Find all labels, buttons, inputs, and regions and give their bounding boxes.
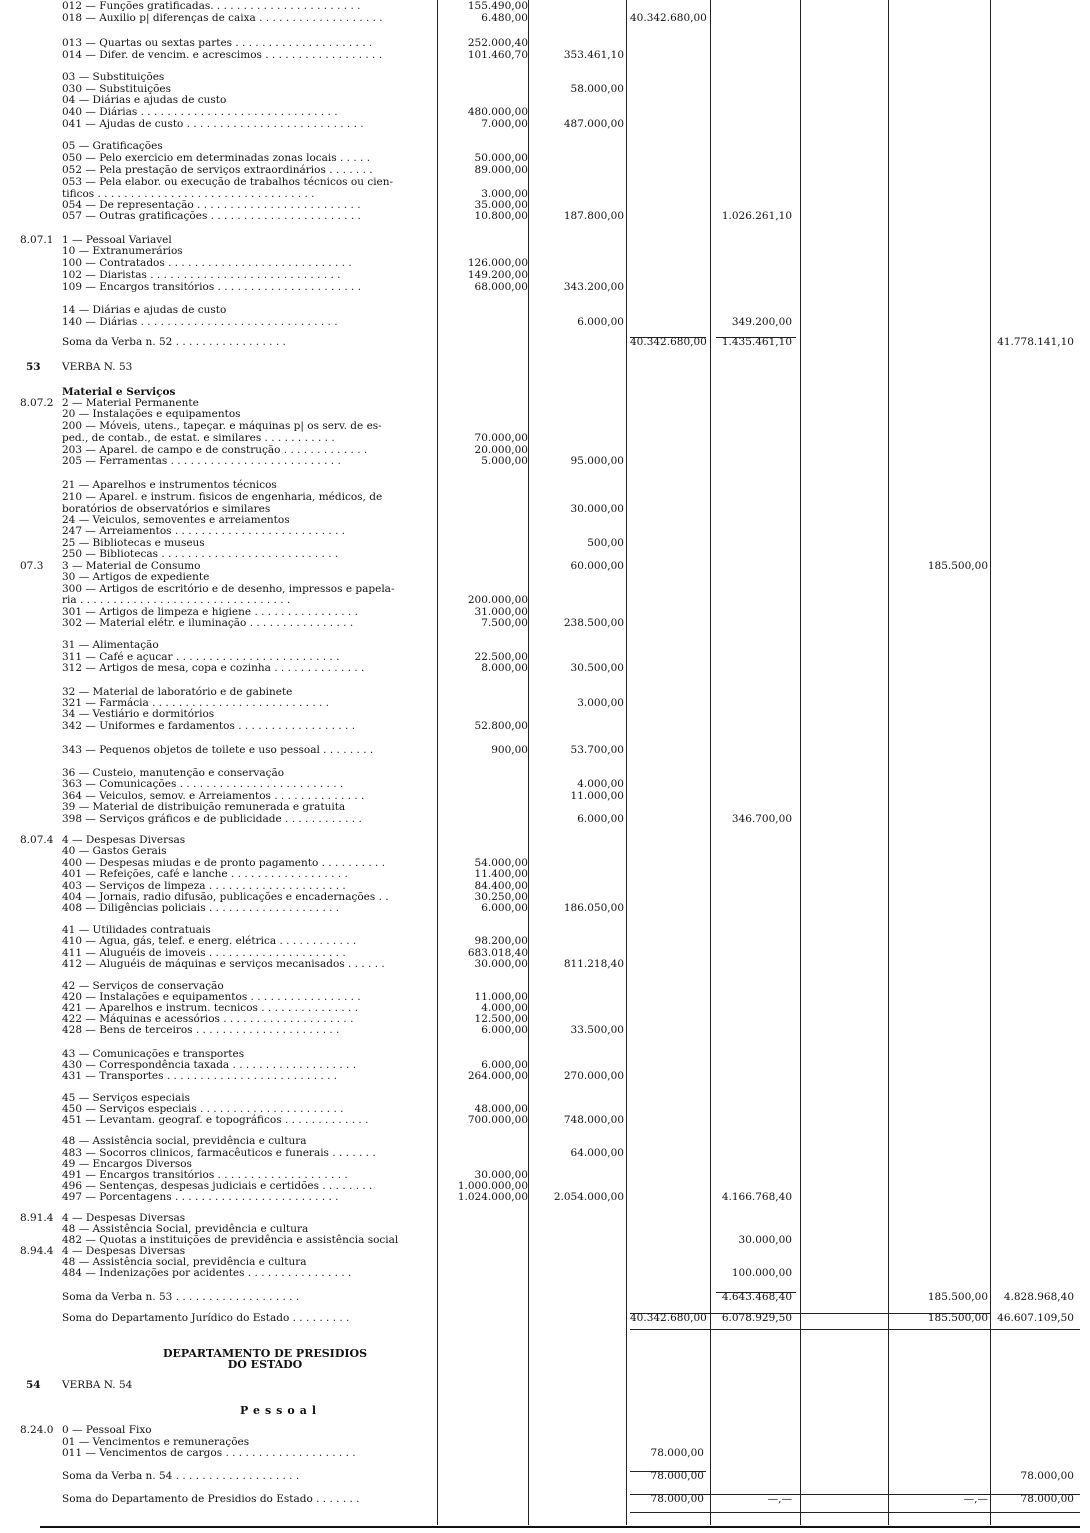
ledger-row: [0, 813, 1090, 825]
ledger-row: [0, 639, 1090, 651]
ledger-row: [0, 868, 1090, 880]
line-description: 363 — Comunicações . . . . . . . . . . . . . . . . . . . . . . . . .: [62, 778, 344, 790]
line-description: tificos . . . . . . . . . . . . . . . . . . . . . . . . . . . . . . . . .: [62, 188, 315, 200]
sum-rule: [630, 1512, 1080, 1513]
line-description: 496 — Sentenças, despesas judiciais e certidões . . . . . . . .: [62, 1180, 373, 1192]
ledger-row: [0, 455, 1090, 467]
amount-col6: 4.828.968,40: [1003, 1291, 1074, 1303]
line-description: 03 — Substituições: [62, 71, 165, 83]
ledger-row: [0, 548, 1090, 560]
line-description: 420 — Instalações e equipamentos . . . . . . . . . . . . . . . . .: [62, 991, 361, 1003]
amount-col1: 11.400,00: [474, 868, 528, 880]
amount-col2: 30.500,00: [570, 662, 624, 674]
amount-col1: 149.200,00: [467, 269, 528, 281]
amount-col5: 185.500,00: [927, 1291, 988, 1303]
ledger-row: [0, 336, 1090, 348]
line-description: 404 — Jornais, radio difusão, publicações e encadernações . .: [62, 891, 389, 903]
amount-col4: 346.700,00: [731, 813, 792, 825]
account-code: 8.91.4: [20, 1212, 54, 1224]
amount-col2: 64.000,00: [570, 1147, 624, 1159]
amount-col2: 30.000,00: [570, 503, 624, 515]
line-description: ria . . . . . . . . . . . . . . . . . . . . . . . . . . . . . . . .: [62, 594, 291, 606]
amount-col6: 78.000,00: [1020, 1493, 1074, 1505]
amount-col1: 900,00: [491, 744, 528, 756]
line-description: VERBA N. 54: [62, 1379, 133, 1391]
line-description: 040 — Diárias . . . . . . . . . . . . . . . . . . . . . . . . . . . . . .: [62, 106, 338, 118]
amount-col1: 20.000,00: [474, 444, 528, 456]
line-description: 36 — Custeio, manutenção e conservação: [62, 767, 285, 779]
ledger-row: [0, 935, 1090, 947]
ledger-row: [0, 0, 1090, 12]
line-description: 48 — Assistência social, previdência e cultura: [62, 1256, 307, 1268]
ledger-row: [0, 571, 1090, 583]
line-description: 4 — Despesas Diversas: [62, 1245, 186, 1257]
amount-col1: 480.000,00: [467, 106, 528, 118]
line-description: 3 — Material de Consumo: [62, 560, 201, 572]
section-heading: Pessoal: [240, 1404, 322, 1417]
ledger-row: [0, 708, 1090, 720]
ledger-row: [0, 106, 1090, 118]
ledger-row: [0, 94, 1090, 106]
line-description: 398 — Serviços gráficos e de publicidade . . . . . . . . . . . .: [62, 813, 362, 825]
ledger-row: [0, 176, 1090, 188]
line-description: 428 — Bens de terceiros . . . . . . . . . . . . . . . . . . . . . .: [62, 1024, 340, 1036]
amount-col1: 68.000,00: [474, 281, 528, 293]
line-description: 300 — Artigos de escritório e de desenho, impressos e papela-: [62, 583, 395, 595]
amount-col2: 353.461,10: [563, 49, 624, 61]
line-description: 21 — Aparelhos e instrumentos técnicos: [62, 479, 277, 491]
amount-col4: 349.200,00: [731, 316, 792, 328]
amount-col4: 1.026.261,10: [721, 210, 792, 222]
ledger-row: [0, 71, 1090, 83]
line-description: 302 — Material elétr. e iluminação . . . . . . . . . . . . . . . .: [62, 617, 354, 629]
line-description: 421 — Aparelhos e instrum. tecnicos . . . . . . . . . . . . . . .: [62, 1002, 359, 1014]
account-code: 8.24.0: [20, 1424, 54, 1436]
ledger-row: [0, 245, 1090, 257]
line-description: 01 — Vencimentos e remunerações: [62, 1436, 250, 1448]
line-description: 140 — Diárias . . . . . . . . . . . . . . . . . . . . . . . . . . . . . .: [62, 316, 338, 328]
line-description: 410 — Agua, gás, telef. e energ. elétrica . . . . . . . . . . . .: [62, 935, 357, 947]
amount-col1: 3.000,00: [481, 188, 528, 200]
ledger-row: [0, 1424, 1090, 1436]
line-description: 430 — Correspondência taxada . . . . . . . . . . . . . . . . . . .: [62, 1059, 357, 1071]
line-description: 30 — Artigos de expediente: [62, 571, 210, 583]
line-description: Material e Serviços: [62, 386, 176, 398]
line-description: 40 — Gastos Gerais: [62, 845, 167, 857]
account-code: 8.94.4: [20, 1245, 54, 1257]
amount-col3: 40.342.680,00: [630, 12, 707, 24]
amount-col1: 70.000,00: [474, 432, 528, 444]
line-description: Soma da Verba n. 53 . . . . . . . . . . . . . . . . . . .: [62, 1291, 300, 1303]
amount-col6: 46.607.109,50: [997, 1312, 1074, 1324]
line-description: 0 — Pessoal Fixo: [62, 1424, 152, 1436]
amount-col4: 1.435.461,10: [721, 336, 792, 348]
ledger-row: [0, 1114, 1090, 1126]
line-description: 24 — Veiculos, semoventes e arreiamentos: [62, 514, 290, 526]
amount-col1: 54.000,00: [474, 857, 528, 869]
ledger-row: [0, 801, 1090, 813]
ledger-row: [0, 1267, 1090, 1279]
amount-col1: 8.000,00: [481, 662, 528, 674]
line-description: 39 — Material de distribuição remunerada e gratuita: [62, 801, 346, 813]
line-description: 31 — Alimentação: [62, 639, 159, 651]
line-description: 10 — Extranumerários: [62, 245, 183, 257]
line-description: 401 — Refeições, café e lanche . . . . . . . . . . . . . . . . . .: [62, 868, 348, 880]
amount-col1: 252.000,40: [467, 37, 528, 49]
amount-col5: 185.500,00: [927, 1312, 988, 1324]
margin-number: 54: [26, 1379, 41, 1391]
line-description: 05 — Gratificações: [62, 140, 163, 152]
line-description: 25 — Bibliotecas e museus: [62, 537, 205, 549]
amount-col1: 200.000,00: [467, 594, 528, 606]
amount-col2: 6.000,00: [577, 813, 624, 825]
ledger-row: [0, 140, 1090, 152]
amount-col1: 1.000.000,00: [457, 1180, 528, 1192]
ledger-row: [0, 1135, 1090, 1147]
amount-col2: 11.000,00: [570, 790, 624, 802]
ledger-row: [0, 281, 1090, 293]
line-description: VERBA N. 53: [62, 361, 133, 373]
ledger-row: [0, 420, 1090, 432]
ledger-row: [0, 720, 1090, 732]
amount-col1: 98.200,00: [474, 935, 528, 947]
amount-col2: 811.218,40: [563, 958, 624, 970]
account-code: 8.07.4: [20, 834, 54, 846]
amount-col1: 6.000,00: [481, 1024, 528, 1036]
amount-col3: 40.342.680,00: [630, 336, 707, 348]
amount-col1: 7.500,00: [481, 617, 528, 629]
ledger-row: [0, 164, 1090, 176]
ledger-row: [0, 525, 1090, 537]
amount-col1: 31.000,00: [474, 606, 528, 618]
line-description: 14 — Diárias e ajudas de custo: [62, 304, 227, 316]
amount-col2: 487.000,00: [563, 118, 624, 130]
ledger-row: [0, 432, 1090, 444]
line-description: 482 — Quotas a instituições de previdência e assistência social: [62, 1234, 399, 1246]
line-description: 057 — Outras gratificações . . . . . . . . . . . . . . . . . . . . . . .: [62, 210, 361, 222]
line-description: 205 — Ferramentas . . . . . . . . . . . . . . . . . . . . . . . . . .: [62, 455, 341, 467]
amount-col3: 78.000,00: [650, 1447, 704, 1459]
amount-col2: 748.000,00: [563, 1114, 624, 1126]
amount-col5: 185.500,00: [927, 560, 988, 572]
line-description: 311 — Café e açucar . . . . . . . . . . . . . . . . . . . . . . . . .: [62, 651, 340, 663]
line-description: 054 — De representação . . . . . . . . . . . . . . . . . . . . . . . . .: [62, 199, 361, 211]
ledger-row: [0, 1470, 1090, 1482]
department-title: [150, 1348, 380, 1370]
line-description: boratórios de observatórios e similares: [62, 503, 271, 515]
line-description: 012 — Funções gratificadas. . . . . . . . . . . . . . . . . . . . . . .: [62, 0, 361, 12]
line-description: 20 — Instalações e equipamentos: [62, 408, 241, 420]
line-description: 491 — Encargos transitórios . . . . . . . . . . . . . . . . . . . .: [62, 1169, 348, 1181]
line-description: 04 — Diárias e ajudas de custo: [62, 94, 227, 106]
amount-col3: 78.000,00: [650, 1493, 704, 1505]
amount-col1: 22.500,00: [474, 651, 528, 663]
amount-col2: 95.000,00: [570, 455, 624, 467]
amount-col1: 50.000,00: [474, 152, 528, 164]
line-description: 4 — Despesas Diversas: [62, 834, 186, 846]
line-description: 450 — Serviços especiais . . . . . . . . . . . . . . . . . . . . . .: [62, 1103, 344, 1115]
amount-col2: 60.000,00: [570, 560, 624, 572]
amount-col1: 1.024.000,00: [457, 1191, 528, 1203]
ledger-row: [0, 1191, 1090, 1203]
line-description: 431 — Transportes . . . . . . . . . . . . . . . . . . . . . . . . . .: [62, 1070, 338, 1082]
amount-col1: 264.000,00: [467, 1070, 528, 1082]
line-description: 018 — Auxilio p| diferenças de caixa . . . . . . . . . . . . . . . . . . .: [62, 12, 383, 24]
line-description: 1 — Pessoal Variavel: [62, 234, 172, 246]
amount-col2: 3.000,00: [577, 697, 624, 709]
amount-col6: 78.000,00: [1020, 1470, 1074, 1482]
ledger-row: [0, 617, 1090, 629]
amount-col1: 101.460,70: [467, 49, 528, 61]
amount-col1: 700.000,00: [467, 1114, 528, 1126]
amount-col2: 270.000,00: [563, 1070, 624, 1082]
ledger-row: [0, 257, 1090, 269]
amount-col1: 4.000,00: [481, 1002, 528, 1014]
ledger-row: [0, 49, 1090, 61]
amount-col2: 187.800,00: [563, 210, 624, 222]
account-code: 8.07.2: [20, 397, 54, 409]
line-description: 43 — Comunicações e transportes: [62, 1048, 245, 1060]
amount-col2: 238.500,00: [563, 617, 624, 629]
line-description: 2 — Material Permanente: [62, 397, 199, 409]
ledger-row: [0, 1312, 1090, 1324]
amount-col1: 30.000,00: [474, 1169, 528, 1181]
amount-col4: 100.000,00: [731, 1267, 792, 1279]
line-description: 041 — Ajudas de custo . . . . . . . . . . . . . . . . . . . . . . . . . . .: [62, 118, 364, 130]
amount-col1: 84.400,00: [474, 880, 528, 892]
line-description: 497 — Porcentagens . . . . . . . . . . . . . . . . . . . . . . . . .: [62, 1191, 339, 1203]
amount-col1: 126.000,00: [467, 257, 528, 269]
amount-col2: 343.200,00: [563, 281, 624, 293]
line-description: 484 — Indenizações por acidentes . . . . . . . . . . . . . . . .: [62, 1267, 352, 1279]
ledger-row: [0, 118, 1090, 130]
ledger-row: [0, 491, 1090, 503]
amount-col4: 6.078.929,50: [721, 1312, 792, 1324]
line-description: 400 — Despesas miudas e de pronto pagamento . . . . . . . . . .: [62, 857, 386, 869]
amount-col1: 30.000,00: [474, 958, 528, 970]
line-description: 42 — Serviços de conservação: [62, 980, 224, 992]
line-description: 48 — Assistência social, previdência e cultura: [62, 1135, 307, 1147]
line-description: 013 — Quartas ou sextas partes . . . . . . . . . . . . . . . . . . . . .: [62, 37, 373, 49]
line-description: 301 — Artigos de limpeza e higiene . . . . . . . . . . . . . . . .: [62, 606, 358, 618]
account-code: 07.3: [20, 560, 44, 572]
amount-col3: 78.000,00: [650, 1470, 704, 1482]
line-description: 321 — Farmácia . . . . . . . . . . . . . . . . . . . . . . . . . . .: [62, 697, 330, 709]
amount-col4: 30.000,00: [738, 1234, 792, 1246]
amount-col1: 6.480,00: [481, 12, 528, 24]
line-description: 48 — Assistência Social, previdência e cultura: [62, 1223, 309, 1235]
department-title-line1: DEPARTAMENTO DE PRESIDIOS: [162, 1347, 368, 1360]
line-description: 210 — Aparel. e instrum. fisicos de engenharia, médicos, de: [62, 491, 383, 503]
amount-col5: —,—: [963, 1493, 988, 1505]
amount-col6: 41.778.141,10: [997, 336, 1074, 348]
line-description: 343 — Pequenos objetos de toilete e uso pessoal . . . . . . . .: [62, 744, 374, 756]
amount-col1: 6.000,00: [481, 902, 528, 914]
line-description: 422 — Máquinas e acessórios . . . . . . . . . . . . . . . . . . . .: [62, 1013, 354, 1025]
amount-col2: 53.700,00: [570, 744, 624, 756]
amount-col4: —,—: [767, 1493, 792, 1505]
ledger-row: [0, 12, 1090, 24]
ledger-row: [0, 479, 1090, 491]
line-description: 250 — Bibliotecas . . . . . . . . . . . . . . . . . . . . . . . . . . .: [62, 548, 339, 560]
line-description: 408 — Diligências policiais . . . . . . . . . . . . . . . . . . . .: [62, 902, 340, 914]
amount-col2: 4.000,00: [577, 778, 624, 790]
amount-col2: 33.500,00: [570, 1024, 624, 1036]
amount-col4: 4.643.468,40: [721, 1291, 792, 1303]
ledger-row: [0, 316, 1090, 328]
line-description: 109 — Encargos transitórios . . . . . . . . . . . . . . . . . . . . . .: [62, 281, 362, 293]
amount-col1: 155.490,00: [467, 0, 528, 12]
ledger-row: [0, 1447, 1090, 1459]
line-description: 45 — Serviços especiais: [62, 1092, 190, 1104]
amount-col2: 500,00: [587, 537, 624, 549]
line-description: 342 — Uniformes e fardamentos . . . . . . . . . . . . . . . . . .: [62, 720, 356, 732]
amount-col1: 7.000,00: [481, 118, 528, 130]
amount-col1: 6.000,00: [481, 1059, 528, 1071]
amount-col1: 12.500,00: [474, 1013, 528, 1025]
line-description: 312 — Artigos de mesa, copa e cozinha . . . . . . . . . . . . . .: [62, 662, 365, 674]
ledger-row: [0, 1291, 1090, 1303]
amount-col1: 48.000,00: [474, 1103, 528, 1115]
sum-rule: [630, 1329, 1080, 1330]
line-description: Soma da Verba n. 54 . . . . . . . . . . . . . . . . . . .: [62, 1470, 300, 1482]
line-description: 030 — Substituições: [62, 83, 172, 95]
line-description: 451 — Levantam. geograf. e topográficos . . . . . . . . . . . . .: [62, 1114, 369, 1126]
ledger-row: [0, 662, 1090, 674]
department-title-line2: DO ESTADO: [227, 1358, 303, 1371]
account-code: 8.07.1: [20, 234, 54, 246]
ledger-row: [0, 1070, 1090, 1082]
ledger-row: [0, 361, 1090, 373]
ledger-row: [0, 37, 1090, 49]
ledger-row: [0, 902, 1090, 914]
ledger-row: [0, 1379, 1090, 1391]
ledger-row: [0, 408, 1090, 420]
line-description: 100 — Contratados . . . . . . . . . . . . . . . . . . . . . . . . . . . .: [62, 257, 352, 269]
line-description: 102 — Diaristas . . . . . . . . . . . . . . . . . . . . . . . . . . . . .: [62, 269, 341, 281]
ledger-row: [0, 744, 1090, 756]
margin-number: 53: [26, 361, 41, 373]
ledger-row: [0, 304, 1090, 316]
amount-col2: 186.050,00: [563, 902, 624, 914]
line-description: 34 — Vestiário e dormitórios: [62, 708, 215, 720]
line-description: 011 — Vencimentos de cargos . . . . . . . . . . . . . . . . . . . .: [62, 1447, 356, 1459]
page-bottom-rule: [40, 1526, 1080, 1528]
ledger-row: [0, 1024, 1090, 1036]
line-description: Soma do Departamento de Presidios do Estado . . . . . . .: [62, 1493, 360, 1505]
line-description: 203 — Aparel. de campo e de construção . . . . . . . . . . . . .: [62, 444, 368, 456]
ledger-row: [0, 1493, 1090, 1505]
amount-col1: 52.800,00: [474, 720, 528, 732]
ledger-row: [0, 269, 1090, 281]
amount-col1: 10.800,00: [474, 210, 528, 222]
ledger-row: [0, 210, 1090, 222]
amount-col2: 58.000,00: [570, 83, 624, 95]
line-description: Soma do Departamento Jurídico do Estado . . . . . . . . .: [62, 1312, 350, 1324]
ledger-row: [0, 594, 1090, 606]
line-description: 32 — Material de laboratório e de gabinete: [62, 686, 293, 698]
line-description: 411 — Aluguéis de imoveis . . . . . . . . . . . . . . . . . . . . .: [62, 947, 346, 959]
line-description: 053 — Pela elabor. ou execução de trabalhos técnicos ou cien-: [62, 176, 394, 188]
amount-col1: 683.018,40: [467, 947, 528, 959]
line-description: 014 — Difer. de vencim. e acrescimos . . . . . . . . . . . . . . . . . .: [62, 49, 383, 61]
amount-col1: 35.000,00: [474, 199, 528, 211]
amount-col2: 6.000,00: [577, 316, 624, 328]
amount-col4: 4.166.768,40: [721, 1191, 792, 1203]
line-description: 364 — Veiculos, semov. e Arreiamentos . . . . . . . . . . . . . .: [62, 790, 365, 802]
amount-col1: 30.250,00: [474, 891, 528, 903]
amount-col1: 89.000,00: [474, 164, 528, 176]
line-description: 247 — Arreiamentos . . . . . . . . . . . . . . . . . . . . . . . . . .: [62, 525, 346, 537]
amount-col1: 5.000,00: [481, 455, 528, 467]
line-description: 483 — Socorros clinicos, farmacêuticos e funerais . . . . . . .: [62, 1147, 376, 1159]
line-description: 4 — Despesas Diversas: [62, 1212, 186, 1224]
amount-col2: 2.054.000,00: [553, 1191, 624, 1203]
line-description: ped., de contab., de estat. e similares . . . . . . . . . . .: [62, 432, 335, 444]
amount-col1: 11.000,00: [474, 991, 528, 1003]
ledger-row: [0, 845, 1090, 857]
ledger-row: [0, 778, 1090, 790]
line-description: 412 — Aluguéis de máquinas e serviços mecanisados . . . . . .: [62, 958, 385, 970]
line-description: 41 — Utilidades contratuais: [62, 924, 211, 936]
ledger-row: [0, 152, 1090, 164]
line-description: 050 — Pelo exercicio em determinadas zonas locais . . . . .: [62, 152, 371, 164]
line-description: 052 — Pela prestação de serviços extraordinários . . . . . . .: [62, 164, 373, 176]
amount-col3: 40.342.680,00: [630, 1312, 707, 1324]
line-description: Soma da Verba n. 52 . . . . . . . . . . . . . . . . .: [62, 336, 286, 348]
line-description: 200 — Móveis, utens., tapeçar. e máquinas p| os serv. de es-: [62, 420, 382, 432]
line-description: 49 — Encargos Diversos: [62, 1158, 192, 1170]
ledger-row: [0, 958, 1090, 970]
line-description: 403 — Serviços de limpeza . . . . . . . . . . . . . . . . . . . . .: [62, 880, 346, 892]
